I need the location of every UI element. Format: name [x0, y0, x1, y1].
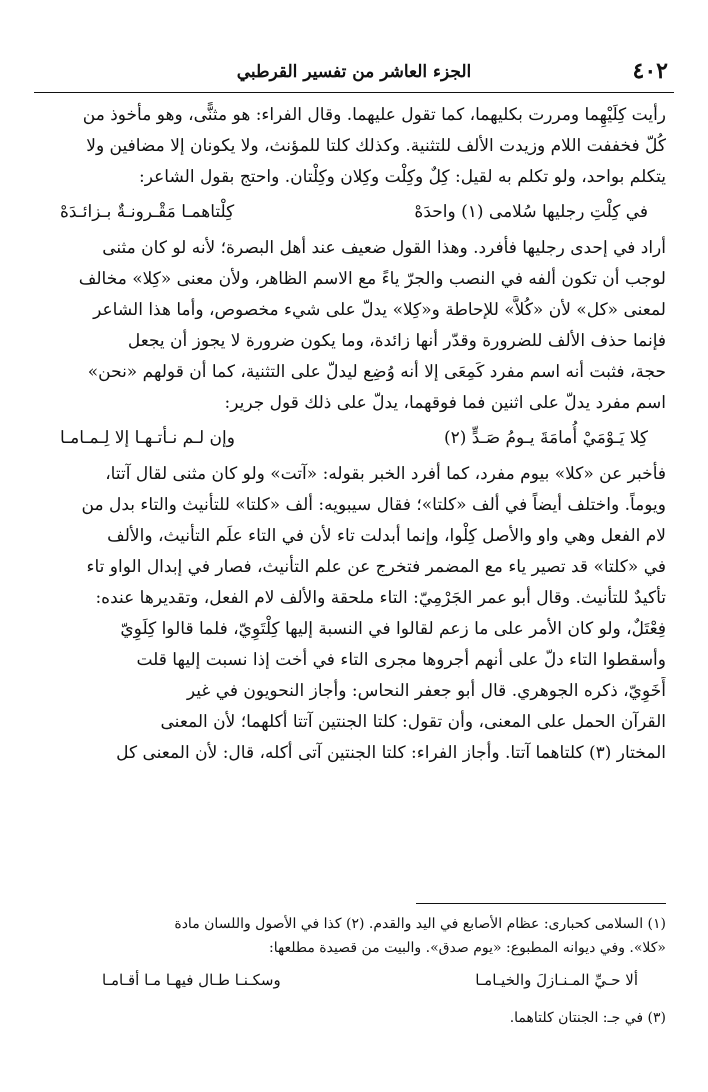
text-line: لام الفعل وهي واو والأصل كِلْوا، وإنما أبدلت تاء لأن في التاء علَم التأنيث، والألف	[107, 526, 666, 546]
text-line: أَخَوِيّ، ذكره الجوهري. قال أبو جعفر النحاس: وأجاز النحويون في غير	[186, 681, 666, 701]
verse-second-hemistich: وسكـنـا طـال فيهـا مـا أقـامـا	[102, 971, 281, 989]
footnote-line: (٣) في جـ: الجنتان كلتاهما.	[509, 1010, 666, 1026]
verse-second-hemistich: وإن لـم نـأتـهـا إلا لِـمـامـا	[60, 428, 235, 448]
text-line: أراد في إحدى رجليها فأفرد. وهذا القول ضعيف عند أهل البصرة؛ لأنه لو كان مثنى	[102, 238, 666, 258]
text-line: رأيت كِلَيْهِما ومررت بكليهما، كما تقول عليهما. وقال الفراء: هو مثنًّى، وهو مأخوذ من	[82, 105, 666, 125]
text-line: حجة، فثبت أنه اسم مفرد كَمِعَى إلا أنه وُضِع ليدلّ على التثنية، كما أن قولهم «نحن»	[87, 362, 666, 382]
footnote-verse	[42, 960, 666, 1006]
text-line: في «كلتا» قد تصير ياء مع المضمر فتخرج عن علم التأنيث، فصار في إبدال الواو تاء	[86, 557, 666, 577]
footnotes	[42, 912, 666, 1030]
text-line: لمعنى «كل» لأن «كُلاًّ» للإحاطة و«كِلا» يدلّ على شيء مخصوص، وأما هذا الشاعر	[93, 300, 666, 320]
footnote-line: «كلا». وفي ديوانه المطبوع: «يوم صدق». والبيت من قصيدة مطلعها:	[269, 940, 666, 956]
verse-first-hemistich: في كِلْتِ رجليها سُلامى (١) واحدَهْ	[414, 202, 648, 222]
text-line: فِعْتَلٌ، ولو كان الأمر على ما زعم لقالوا في النسبة إليها كِلْتَوِيّ، فلما قالوا كِلَوِيّ	[120, 619, 666, 639]
text-line: تأكيدٌ للتأنيث. وقال أبو عمر الجَرْمِيّ: التاء ملحقة والألف لام الفعل، وتقديرها عنده:	[95, 588, 666, 608]
footnote-line: (١) السلامى كحبارى: عظام الأصابع في اليد والقدم. (٢) كذا في الأصول واللسان مادة	[174, 916, 666, 932]
main-text	[42, 101, 666, 770]
page-header	[34, 54, 674, 93]
text-line: المختار (٣) كلتاهما آتتا. وأجاز الفراء: كلتا الجنتين آتى أكله، قال: لأن المعنى كل	[116, 743, 666, 763]
running-title: الجزء العاشر من تفسير القرطبي	[236, 62, 472, 82]
poetry-verse	[42, 420, 666, 460]
page-number: ٤٠٢	[632, 58, 668, 84]
text-line: وأسقطوا التاء دلّ على أنهم أجروها مجرى التاء في أخت إذا نسبت إليها قلت	[136, 650, 666, 670]
text-line: كُلّ فخففت اللام وزيدت الألف للتثنية. وكذلك كلتا للمؤنث، ولا يكونان إلا مضافين ولا	[86, 136, 666, 156]
text-line: اسم مفرد يدلّ على اثنين فما فوقهما، يدلّ على ذلك قول جرير:	[224, 393, 666, 413]
verse-second-hemistich: كِلْتاهمـا مَقْـرونـةٌ بـزائـدَهْ	[60, 202, 235, 222]
verse-first-hemistich: ألا حـيِّ المـنـازلَ والخيـامـا	[475, 971, 638, 989]
poetry-verse	[42, 194, 666, 234]
verse-first-hemistich: كِلا يَـوْمَيْ أُمامَةَ يـومُ صَـدٍّ (٢)	[443, 428, 648, 448]
text-line: لوجب أن تكون ألفه في النصب والجرّ ياءً مع الاسم الظاهر، ولأن معنى «كِلا» مخالف	[78, 269, 666, 289]
footnote-divider	[416, 903, 666, 904]
text-line: فأخبر عن «كلا» بيوم مفرد، كما أفرد الخبر بقوله: «آتت» ولو كان مثنى لقال آتتا،	[105, 464, 666, 484]
text-line: يتكلم بواحد، ولو تكلم به لقيل: كِلٌ وكِلْت وكِلان وكِلْتان. واحتج بقول الشاعر:	[139, 167, 666, 187]
text-line: فإنما حذف الألف للضرورة وقدّر أنها زائدة، وما يكون ضرورة لا يجوز أن يجعل	[127, 331, 666, 351]
text-line: القرآن الحمل على المعنى، وأن تقول: كلتا الجنتين آتتا أكلهما؛ لأن المعنى	[160, 712, 666, 732]
text-line: ويوماً. واختلف أيضاً في ألف «كلتا»؛ فقال سيبويه: ألف «كلتا» للتأنيث والتاء بدل من	[81, 495, 666, 515]
